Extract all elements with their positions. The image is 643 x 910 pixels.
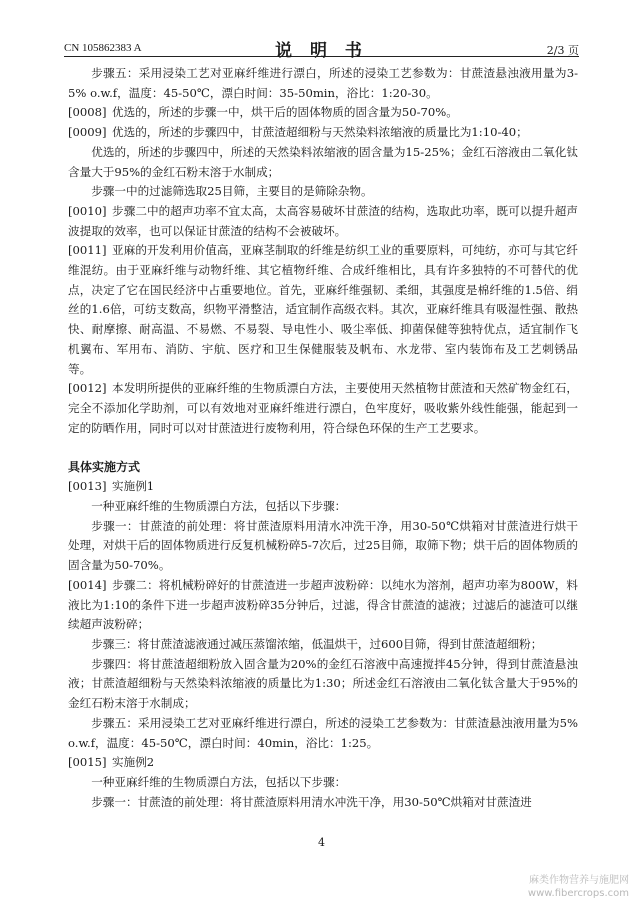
paragraph-number: [0013] bbox=[68, 479, 107, 494]
paragraph-number: [0014] bbox=[68, 577, 107, 592]
page-number: 4 bbox=[318, 836, 325, 849]
paragraph-text: 亚麻的开发利用价值高，亚麻茎制取的纤维是纺织工业的重要原料，可纯纺，亦可与其它纤维混纺。由于亚麻纤维与动物纤维、其它植物纤维、合成纤维相比，具有许多独特的不可替代的优点，决定了它在国民经济中占重要地位。首先，亚麻纤维强韧、柔细，其强度是棉纤维的1.5倍、绢丝的1.6倍，可纺支数高，织物平滑整洁，适宜制作高级衣料。其次，亚麻纤维具有吸湿性强、散热快、耐摩擦、耐高温、不易燃、不易裂、导电性小、吸尘率低、抑菌保健等独特优点，适宜制作飞机翼布、军用布、消防、宇航、医疗和卫生保健服装及帆布、水龙带、室内装饰布及工艺刺锈品等。 bbox=[68, 243, 578, 376]
paragraph-number: [0011] bbox=[68, 243, 107, 258]
section-heading: 具体实施方式 bbox=[68, 460, 141, 475]
watermark-site-name: 麻类作物营养与施肥网 bbox=[529, 875, 629, 886]
numbered-paragraph bbox=[68, 379, 578, 438]
paragraph-text: 步骤一：甘蔗渣的前处理：将甘蔗渣原料用清水冲洗干净，用30-50℃烘箱对甘蔗渣进 bbox=[91, 794, 532, 809]
paragraph-text: 步骤一：甘蔗渣的前处理：将甘蔗渣原料用清水冲洗干净，用30-50℃烘箱对甘蔗渣进行烘干处理，对烘干后的固体物质进行反复机械粉碎5-7次后，过25目筛，取筛下物；烘干后的固体物质的固含量为50-70%。 bbox=[68, 518, 578, 573]
paragraph-number: [0012] bbox=[68, 381, 107, 396]
document-body bbox=[68, 64, 578, 812]
paragraph-text: 步骤二：将机械粉碎好的甘蔗渣进一步超声波粉碎：以纯水为溶剂，超声功率为800W，料液比为1:10的条件下进一步超声波粉碎35分钟后，过滤，得含甘蔗渣的滤液；过滤后的滤渣可以继续超声波粉碎； bbox=[68, 577, 578, 632]
paragraph-text: 步骤五：采用浸染工艺对亚麻纤维进行漂白，所述的浸染工艺参数为：甘蔗渣悬浊液用量为3-5% o.w.f，温度：45-50℃，漂白时间：35-50min，浴比：1:20-30。 bbox=[68, 66, 578, 100]
page-header bbox=[64, 32, 579, 61]
numbered-paragraph bbox=[68, 576, 578, 635]
paragraph-number: [0009] bbox=[68, 125, 107, 140]
document-id: CN 105862383 A bbox=[64, 42, 142, 54]
paragraph-number: [0008] bbox=[68, 105, 107, 120]
paragraph-text: 一种亚麻纤维的生物质漂白方法，包括以下步骤： bbox=[91, 499, 347, 514]
numbered-paragraph bbox=[68, 202, 578, 241]
paragraph-text: 步骤二中的超声功率不宜太高，太高容易破坏甘蔗渣的结构，选取此功率，既可以提升超声波提取的效率，也可以保证甘蔗渣的结构不会被破坏。 bbox=[68, 203, 578, 238]
watermark bbox=[528, 874, 629, 900]
paragraph-number: [0010] bbox=[68, 203, 107, 218]
paragraph-text: 步骤四：将甘蔗渣超细粉放入固含量为20%的金红石溶液中高速搅拌45分钟，得到甘蔗渣悬浊液；甘蔗渣超细粉与天然染料浓缩液的质量比为1:30；所述金红石溶液由二氧化钛含量大于95%的金红石粉末溶于水制成； bbox=[68, 656, 578, 711]
paragraph-text: 优选的，所述的步骤四中，甘蔗渣超细粉与天然染料浓缩液的质量比为1:10-40； bbox=[112, 125, 528, 140]
paragraph-text: 步骤五：采用浸染工艺对亚麻纤维进行漂白，所述的浸染工艺参数为：甘蔗渣悬浊液用量为5% o.w.f，温度：45-50℃，漂白时间：40min，浴比：1:25。 bbox=[68, 715, 578, 750]
paragraph-text: 优选的，所述的步骤四中，所述的天然染料浓缩液的固含量为15-25%；金红石溶液由二氧化钛含量大于95%的金红石粉末溶于水制成； bbox=[68, 144, 578, 179]
paragraph-text: 实施例2 bbox=[112, 755, 155, 770]
paragraph-number: [0015] bbox=[68, 755, 107, 770]
paragraph-text: 步骤一中的过滤筛选取25目筛，主要目的是筛除杂物。 bbox=[91, 184, 373, 199]
paragraph-text: 步骤三：将甘蔗渣滤液通过减压蒸馏浓缩，低温烘干，过600目筛，得到甘蔗渣超细粉； bbox=[91, 636, 543, 651]
paragraph-text: 本发明所提供的亚麻纤维的生物质漂白方法，主要使用天然植物甘蔗渣和天然矿物金红石，完全不添加化学助剂，可以有效地对亚麻纤维进行漂白，色牢度好，吸收紫外线性能强，能起到一定的防晒作用，同时可以对甘蔗渣进行废物利用，符合绿色环保的生产工艺要求。 bbox=[68, 381, 578, 435]
watermark-url: www.fibercrops.com bbox=[527, 888, 629, 899]
page-indicator: 2/3 页 bbox=[546, 44, 579, 57]
numbered-paragraph bbox=[68, 123, 578, 143]
numbered-paragraph bbox=[68, 753, 578, 773]
numbered-paragraph bbox=[68, 241, 578, 379]
paragraph-text: 实施例1 bbox=[112, 479, 155, 494]
document-title: 说 明 书 bbox=[275, 41, 368, 61]
numbered-paragraph bbox=[68, 477, 578, 497]
paragraph-text: 一种亚麻纤维的生物质漂白方法，包括以下步骤： bbox=[91, 774, 347, 789]
paragraph-text: 优选的，所述的步骤一中，烘干后的固体物质的固含量为50-70%。 bbox=[112, 105, 458, 120]
numbered-paragraph bbox=[68, 103, 578, 123]
